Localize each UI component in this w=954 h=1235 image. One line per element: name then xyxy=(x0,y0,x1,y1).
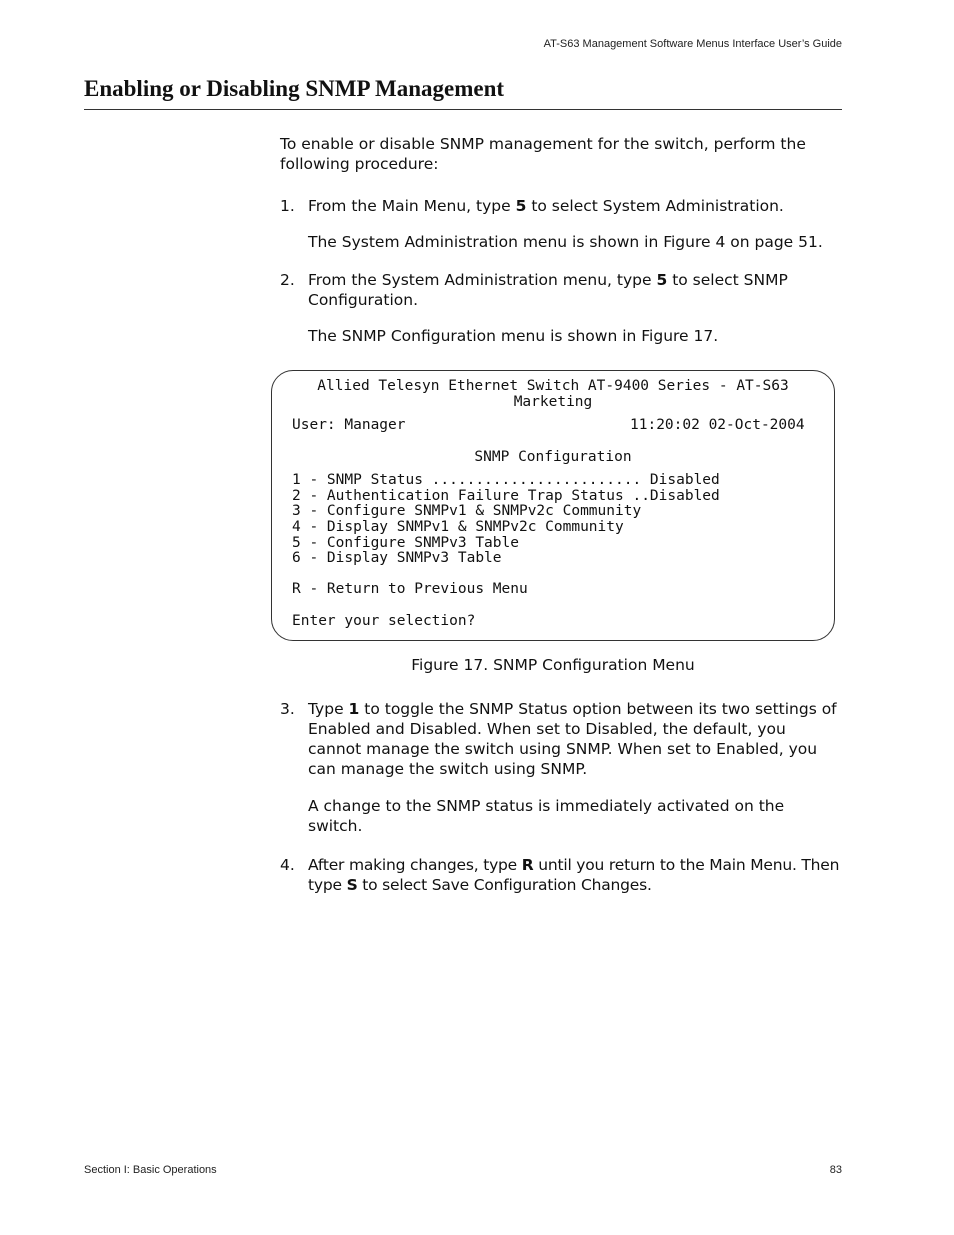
terminal-prompt[interactable]: Enter your selection? xyxy=(292,613,476,629)
step-number: 2. xyxy=(280,271,295,289)
figure-caption: Figure 17. SNMP Configuration Menu xyxy=(411,656,695,674)
terminal-menu-item[interactable]: 2 - Authentication Failure Trap Status ..Disabled xyxy=(292,488,720,504)
title-rule xyxy=(84,109,842,110)
terminal-menu-item[interactable]: 1 - SNMP Status ........................ Disabled xyxy=(292,472,720,488)
terminal-menu-title: SNMP Configuration xyxy=(474,449,632,465)
step-number: 4. xyxy=(280,856,295,874)
terminal-user: User: Manager xyxy=(292,417,406,433)
step-number: 3. xyxy=(280,700,295,718)
terminal-menu-item[interactable]: 6 - Display SNMPv3 Table xyxy=(292,550,502,566)
step-1-note: The System Administration menu is shown in Figure 4 on page 51. xyxy=(308,233,823,251)
section-title: Enabling or Disabling SNMP Management xyxy=(84,76,505,101)
terminal-return-item[interactable]: R - Return to Previous Menu xyxy=(292,581,528,597)
step-number: 1. xyxy=(280,197,295,215)
step-3-note: A change to the SNMP status is immediately activated on the switch. xyxy=(308,797,785,835)
step-text: From the System Administration menu, type 5 to select SNMP Configuration. xyxy=(308,271,788,309)
running-head: AT-S63 Management Software Menus Interface User’s Guide xyxy=(543,38,842,50)
terminal-title: Allied Telesyn Ethernet Switch AT-9400 Series - AT-S63 xyxy=(317,378,789,394)
step-text: From the Main Menu, type 5 to select System Administration. xyxy=(308,197,784,215)
footer-page-number: 83 xyxy=(829,1164,842,1176)
terminal-datetime: 11:20:02 02-Oct-2004 xyxy=(630,417,805,433)
step-text: After making changes, type R until you return to the Main Menu. Then type S to select Save Configuration Changes. xyxy=(308,856,840,894)
intro-paragraph: To enable or disable SNMP management for the switch, perform the following procedure: xyxy=(280,135,806,173)
terminal-menu-item[interactable]: 4 - Display SNMPv1 & SNMPv2c Community xyxy=(292,519,624,535)
step-2-note: The SNMP Configuration menu is shown in Figure 17. xyxy=(308,327,719,345)
terminal-subtitle: Marketing xyxy=(513,394,593,410)
terminal-menu-item[interactable]: 3 - Configure SNMPv1 & SNMPv2c Community xyxy=(292,503,642,519)
step-text: Type 1 to toggle the SNMP Status option between its two settings of Enabled and Disabled. When set to Disabled, the default, you cannot manage the switch using SNMP. When set to Enabled, you can manage the switch using SNMP. xyxy=(308,700,837,778)
footer-section: Section I: Basic Operations xyxy=(84,1164,217,1176)
terminal-menu-item[interactable]: 5 - Configure SNMPv3 Table xyxy=(292,535,519,551)
